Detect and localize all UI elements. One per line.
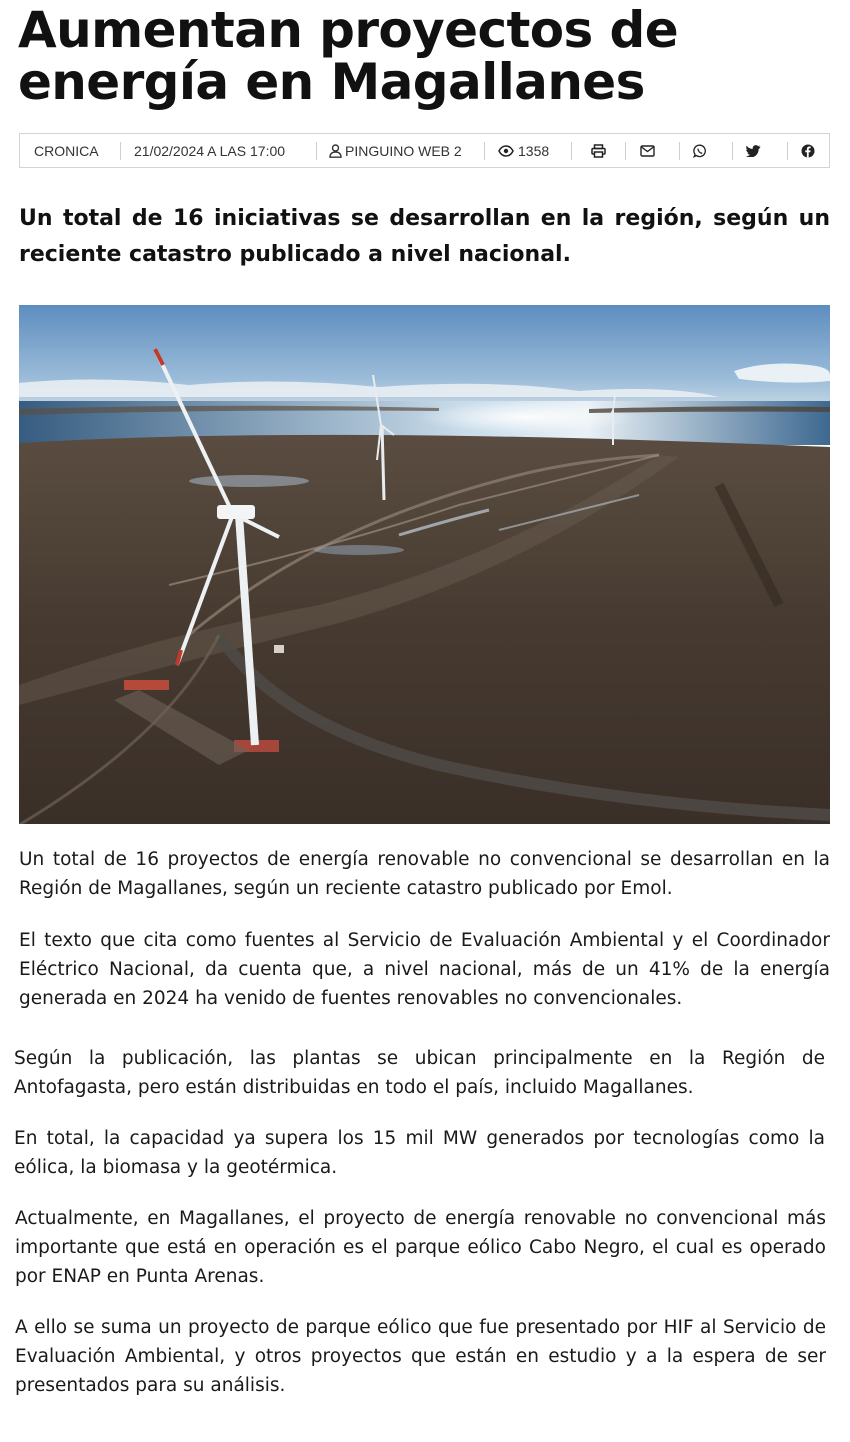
article-paragraph: Actualmente, en Magallanes, el proyecto de energía renovable no convencional más importante que está en operación es el parque eólico Cabo Negro, el cual es operado por ENAP en Punta Arenas. [15,1208,826,1287]
divider [787,142,788,160]
mail-icon [640,145,655,157]
divider [625,142,626,160]
article-paragraph: Un total de 16 proyectos de energía renovable no convencional se desarrollan en la Región de Magallanes, según un reciente catastro publicado por Emol. [19,849,830,899]
divider [732,142,733,160]
article-paragraph: Según la publicación, las plantas se ubican principalmente en la Región de Antofagasta, pero están distribuidas en todo el país, incluido Magallanes. [14,1048,825,1098]
whatsapp-share-button[interactable] [686,134,714,167]
article-meta-bar [19,133,830,168]
publish-date: 21/02/2024 A LAS 17:00 [134,142,286,159]
print-icon [591,144,606,158]
user-icon [329,144,342,158]
view-count-value: 1358 [518,142,550,159]
facebook-icon [801,144,815,158]
article-paragraph: En total, la capacidad ya supera los 15 mil MW generados por tecnologías como la eólica, la biomasa y la geotérmica. [14,1128,825,1178]
twitter-share-button[interactable] [739,134,767,167]
divider [679,142,680,160]
article-paragraph: A ello se suma un proyecto de parque eólico que fue presentado por HIF al Servicio de Evaluación Ambiental, y otros proyectos que están en estudio y a la espera de ser presentados para su análisis. [15,1317,826,1396]
print-button[interactable] [584,134,612,167]
divider [571,142,572,160]
article-photo [19,305,830,824]
divider [120,142,121,160]
divider [316,142,317,160]
facebook-share-button[interactable] [794,134,822,167]
divider [484,142,485,160]
article-lead: Un total de 16 iniciativas se desarrollan en la región, según un reciente catastro publicado a nivel nacional. [19,206,830,267]
author-byline[interactable] [329,134,462,167]
author-name: PINGUINO WEB 2 [345,142,462,159]
eye-icon [498,145,514,157]
view-count [498,134,549,167]
article-paragraph: El texto que cita como fuentes al Servicio de Evaluación Ambiental y el Coordinador Eléctrico Nacional, da cuenta que, a nivel nacional, más de un 41% de la energía generada en 2024 ha venido de fuentes renovables no convencionales. [19,930,830,1009]
twitter-icon [746,145,761,157]
article-title: Aumentan proyectos de energía en Magallanes [18,1,679,111]
section-label[interactable]: CRONICA [34,142,99,159]
whatsapp-icon [693,144,707,158]
email-share-button[interactable] [633,134,661,167]
